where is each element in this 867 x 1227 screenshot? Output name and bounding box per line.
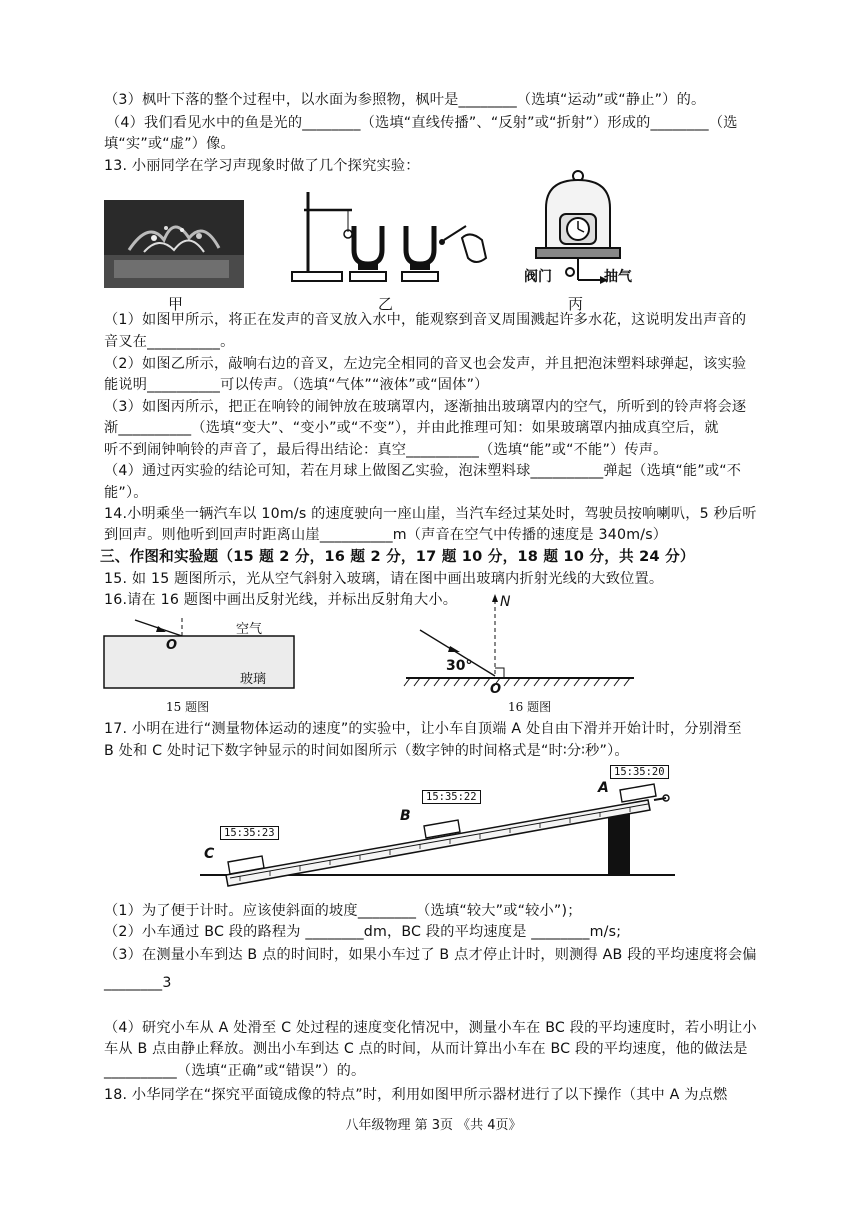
q17-part1: （1）为了便于计时。应该使斜面的坡度________（选填“较大”或“较小”)；: [104, 903, 582, 919]
fig15-o-label: O: [166, 638, 178, 653]
section-3-heading: 三、作图和实验题（15 题 2 分，16 题 2 分，17 题 10 分，18 题 10 分，共 24 分）: [100, 548, 695, 565]
q17-part3-a: （3）在测量小车到达 B 点的时间时，如果小车过了 B 点才停止计时，则测得 AB 段的平均速度将会偏: [104, 947, 757, 963]
clock-b: 15:35:22: [422, 790, 481, 804]
q13-part2-a: （2）如图乙所示，敲响右边的音叉，左边完全相同的音叉也会发声，并且把泡沫塑料球弹起，该实验: [104, 356, 747, 372]
q13-part2-b: 能说明__________可以传声。（选填“气体”“液体”或“固体”）: [104, 377, 489, 393]
q17-part2: （2）小车通过 BC 段的路程为 ________dm，BC 段的平均速度是 ________m/s;: [104, 924, 622, 940]
q16-stem: 16.请在 16 题图中画出反射光线，并标出反射角大小。: [104, 592, 458, 608]
fig-yi-label: 乙: [378, 295, 394, 313]
q13-stem: 13. 小丽同学在学习声现象时做了几个探究实验：: [104, 158, 420, 174]
fig-jia-photo: [104, 200, 244, 288]
pump-label: 抽气: [604, 269, 632, 285]
q17-part4-b: 车从 B 点由静止释放。测出小车到达 C 点的时间，从而计算出小车在 BC 段的平均速度，他的做法是: [104, 1041, 748, 1057]
q12-part3: （3）枫叶下落的整个过程中，以水面为参照物，枫叶是________（选填“运动”或“静止”）的。: [104, 92, 706, 108]
fig15-glass-label: 玻璃: [240, 672, 267, 687]
fig-bing-label: 丙: [568, 295, 584, 313]
q17-part4-a: （4）研究小车从 A 处滑至 C 处过程的速度变化情况中，测量小车在 BC 段的平均速度时，若小明让小: [104, 1020, 757, 1036]
q17-a: 17. 小明在进行“测量物体运动的速度”的实验中，让小车自顶端 A 处自由下滑并开始计时，分别滑至: [104, 721, 742, 737]
point-b-label: B: [400, 808, 411, 824]
point-a-label: A: [598, 780, 609, 796]
fig16-caption: 16 题图: [508, 700, 552, 714]
point-c-label: C: [204, 846, 215, 862]
q13-part3-b: 渐__________（选填“变大”、“变小”或“不变”），并由此推理可知：如果玻璃罩内抽成真空后，就: [104, 420, 719, 436]
page-footer: 八年级物理 第 3页 《共 4页》: [345, 1118, 522, 1133]
q17-part3-b: ________3: [104, 975, 172, 991]
fig-yi-drawing: [290, 188, 490, 288]
fig16-o-label: O: [490, 682, 502, 697]
q12-part4-b: 填“实”或“虚”）像。: [104, 136, 235, 152]
q13-part3-c: 听不到闹钟响铃的声音了，最后得出结论：真空__________（选填“能”或“不能”）传声。: [104, 442, 668, 458]
fig15-air-label: 空气: [236, 622, 263, 637]
fig16-n-label: N: [500, 594, 511, 610]
q13-part4-a: （4）通过丙实验的结论可知，若在月球上做图乙实验，泡沫塑料球__________弹起（选填“能”或“不: [104, 463, 742, 479]
q18-stem: 18. 小华同学在“探究平面镜成像的特点”时，利用如图甲所示器材进行了以下操作（其中 A 为点燃: [104, 1087, 728, 1103]
q13-part1-a: （1）如图甲所示，将正在发声的音叉放入水中，能观察到音叉周围溅起许多水花，这说明发出声音的: [104, 312, 747, 328]
q17-b: B 处和 C 处时记下数字钟显示的时间如图所示（数字钟的时间格式是“时∶分∶秒”）。: [104, 743, 629, 759]
q14-a: 14.小明乘坐一辆汽车以 10m/s 的速度驶向一座山崖，当汽车经过某处时，驾驶员按响喇叭，5 秒后听: [104, 506, 757, 522]
q15-stem: 15. 如 15 题图所示，光从空气斜射入玻璃，请在图中画出玻璃内折射光线的大致位置。: [104, 571, 664, 587]
fig15-caption: 15 题图: [166, 700, 210, 714]
fig16-angle-label: 30°: [446, 658, 473, 674]
q13-part3-a: （3）如图丙所示，把正在响铃的闹钟放在玻璃罩内，逐渐抽出玻璃罩内的空气，所听到的铃声将会逐: [104, 399, 747, 415]
q14-b: 到回声。则他听到回声时距离山崖__________m（声音在空气中传播的速度是 340m/s）: [104, 527, 668, 543]
q13-part1-b: 音叉在__________。: [104, 334, 235, 350]
fig15-drawing: [100, 612, 300, 692]
q12-part4-a: （4）我们看见水中的鱼是光的________（选填“直线传播”、“反射”或“折射”）形成的________（选: [106, 115, 738, 131]
clock-c: 15:35:23: [220, 826, 279, 840]
fig16-drawing: [400, 592, 640, 692]
valve-label: 阀门: [524, 269, 552, 285]
clock-a: 15:35:20: [610, 765, 669, 779]
q13-part4-b: 能”）。: [104, 485, 148, 501]
fig-jia-label: 甲: [168, 295, 184, 313]
q17-part4-c: __________（选填“正确”或“错误”）的。: [104, 1063, 366, 1079]
